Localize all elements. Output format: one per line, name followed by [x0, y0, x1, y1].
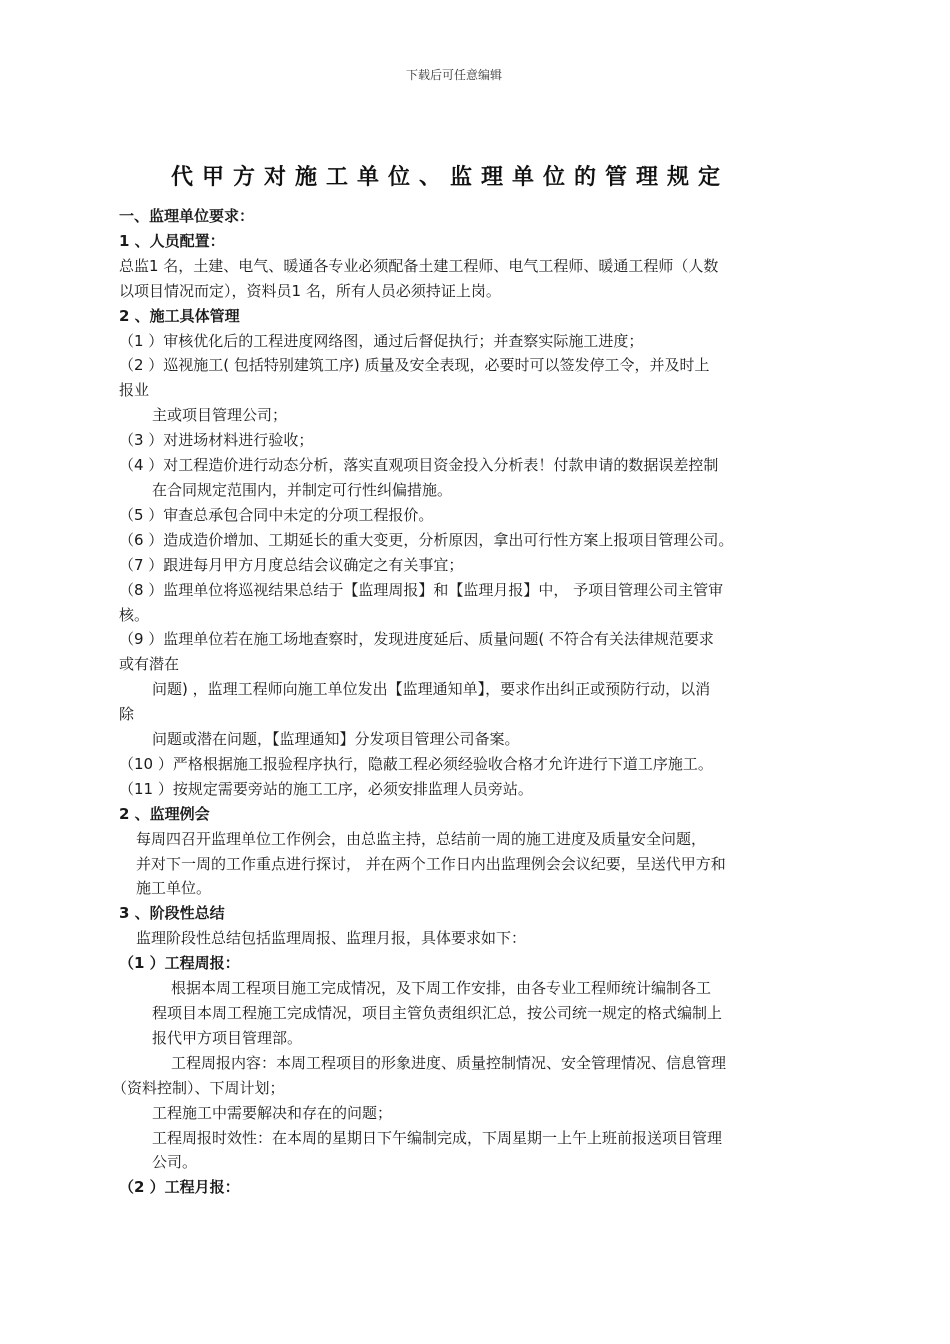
paragraph-line: 工程施工中需要解决和存在的问题；: [152, 1103, 393, 1122]
list-item: （1 ）审核优化后的工程进度网络图，通过后督促执行；并查察实际施工进度；: [119, 331, 644, 350]
subsection-heading: （2 ）工程月报：: [119, 1178, 240, 1197]
document-title: 代甲方对施工单位、监理单位的管理规定: [170, 165, 729, 190]
paragraph-line: 公司。: [152, 1153, 198, 1172]
paragraph-line: 工程周报时效性：在本周的星期日下午编制完成，下周星期一上午上班前报送项目管理: [152, 1128, 723, 1147]
paragraph-line: 报代甲方项目管理部。: [152, 1028, 303, 1047]
paragraph-line: 或有潜在: [119, 655, 180, 674]
paragraph-line: 程项目本周工程施工完成情况，项目主管负责组织汇总，按公司统一规定的格式编制上: [152, 1004, 723, 1022]
list-item: （7 ）跟进每月甲方月度总结会议确定之有关事宜；: [119, 555, 464, 574]
list-item: （9 ）监理单位若在施工场地查察时，发现进度延后、质量问题( 不符合有关法律规范要求: [119, 630, 714, 649]
paragraph-line: 在合同规定范围内，并制定可行性纠偏措施。: [152, 480, 453, 499]
list-item: （4 ）对工程造价进行动态分析，落实直观项目资金投入分析表！付款申请的数据误差控制: [119, 456, 719, 475]
header-note: 下载后可任意编辑: [405, 68, 502, 82]
paragraph-line: 施工单位。: [136, 879, 212, 898]
list-item: （5 ）审查总承包合同中未定的分项工程报价。: [119, 505, 434, 524]
subsection-heading: 2 、施工具体管理: [119, 306, 240, 325]
paragraph-line: 总监1 名，土建、电气、暖通各专业必须配备土建工程师、电气工程师、暖通工程师（人数: [119, 256, 719, 275]
list-item: （10 ）严格根据施工报验程序执行，隐蔽工程必须经验收合格才允许进行下道工序施工。: [119, 754, 713, 773]
paragraph-line: 问题) ，监理工程师向施工单位发出【监理通知单】，要求作出纠正或预防行动，以消: [152, 680, 711, 699]
paragraph-line: （资料控制）、下周计划；: [112, 1078, 285, 1097]
paragraph-line: 核。: [119, 605, 150, 624]
subsection-heading: 1 、人员配置：: [119, 231, 225, 250]
paragraph-line: 以项目情况而定），资料员1 名，所有人员必须持证上岗。: [119, 281, 501, 300]
paragraph-line: 根据本周工程项目施工完成情况，及下周工作安排，由各专业工程师统计编制各工: [171, 979, 712, 998]
paragraph-line: 监理阶段性总结包括监理周报、监理月报，具体要求如下：: [136, 929, 527, 948]
subsection-heading: （1 ）工程周报：: [119, 954, 240, 973]
paragraph-line: 工程周报内容：本周工程项目的形象进度、质量控制情况、安全管理情况、信息管理: [171, 1053, 727, 1072]
list-item: （2 ）巡视施工( 包括特别建筑工序) 质量及安全表现，必要时可以签发停工令，并及时上: [119, 356, 710, 375]
subsection-heading: 3 、阶段性总结: [119, 904, 225, 923]
paragraph-line: 报业: [119, 381, 150, 400]
paragraph-line: 并对下一周的工作重点进行探讨， 并在两个工作日内出监理例会会议纪要，呈送代甲方和: [136, 854, 726, 873]
list-item: （6 ）造成造价增加、工期延长的重大变更，分析原因，拿出可行性方案上报项目管理公司。: [119, 530, 734, 549]
paragraph-line: 每周四召开监理单位工作例会，由总监主持，总结前一周的施工进度及质量安全问题，: [136, 829, 707, 848]
list-item: （11 ）按规定需要旁站的施工工序，必须安排监理人员旁站。: [119, 779, 533, 798]
paragraph-line: 除: [119, 705, 135, 724]
paragraph-line: 问题或潜在问题，【监理通知】分发项目管理公司备案。: [152, 730, 520, 749]
document-body: [112, 204, 809, 1200]
list-item: （3 ）对进场材料进行验收；: [119, 431, 314, 450]
list-item: （8 ）监理单位将巡视结果总结于【监理周报】和【监理月报】中， 予项目管理公司主管审: [119, 580, 724, 599]
paragraph-line: 主或项目管理公司；: [152, 406, 288, 425]
section-heading: 一、监理单位要求：: [119, 207, 255, 225]
subsection-heading: 2 、监理例会: [119, 804, 210, 823]
